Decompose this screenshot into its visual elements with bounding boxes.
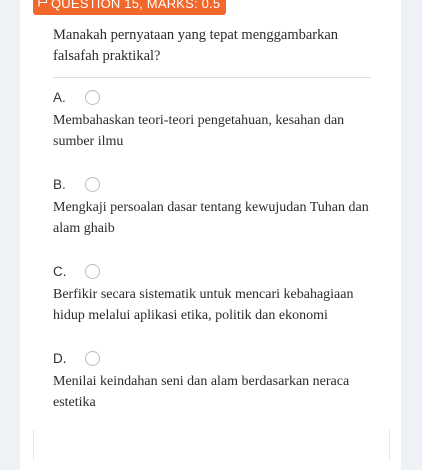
card-inner-border-left [33, 430, 34, 460]
option-d-radio[interactable] [85, 351, 100, 366]
question-badge [33, 0, 226, 15]
question-number-label: QUESTION 15, MARKS: 0.5 [51, 0, 221, 11]
option-c-radio[interactable] [85, 264, 100, 279]
option-d-letter: D. [53, 351, 67, 366]
card-inner-border-right [389, 430, 390, 460]
option-a-letter: A. [53, 90, 66, 105]
divider [53, 77, 371, 78]
option-b-text[interactable]: Mengkaji persoalan dasar tentang kewujudan Tuhan dan alam ghaib [53, 200, 369, 236]
option-a-radio[interactable] [85, 90, 100, 105]
option-c-letter: C. [53, 264, 67, 279]
option-b-letter: B. [53, 177, 66, 192]
option-d-text[interactable]: Menilai keindahan seni dan alam berdasarkan neraca estetika [53, 374, 350, 410]
option-b-radio[interactable] [85, 177, 100, 192]
option-a-text[interactable]: Membahaskan teori-teori pengetahuan, kesahan dan sumber ilmu [53, 113, 345, 149]
option-c-text[interactable]: Berfikir secara sistematik untuk mencari kebahagiaan hidup melalui aplikasi etika, politik dan ekonomi [53, 287, 354, 323]
flag-icon [38, 0, 48, 14]
question-text: Manakah pernyataan yang tepat menggambarkan falsafah praktikal? [53, 27, 339, 64]
